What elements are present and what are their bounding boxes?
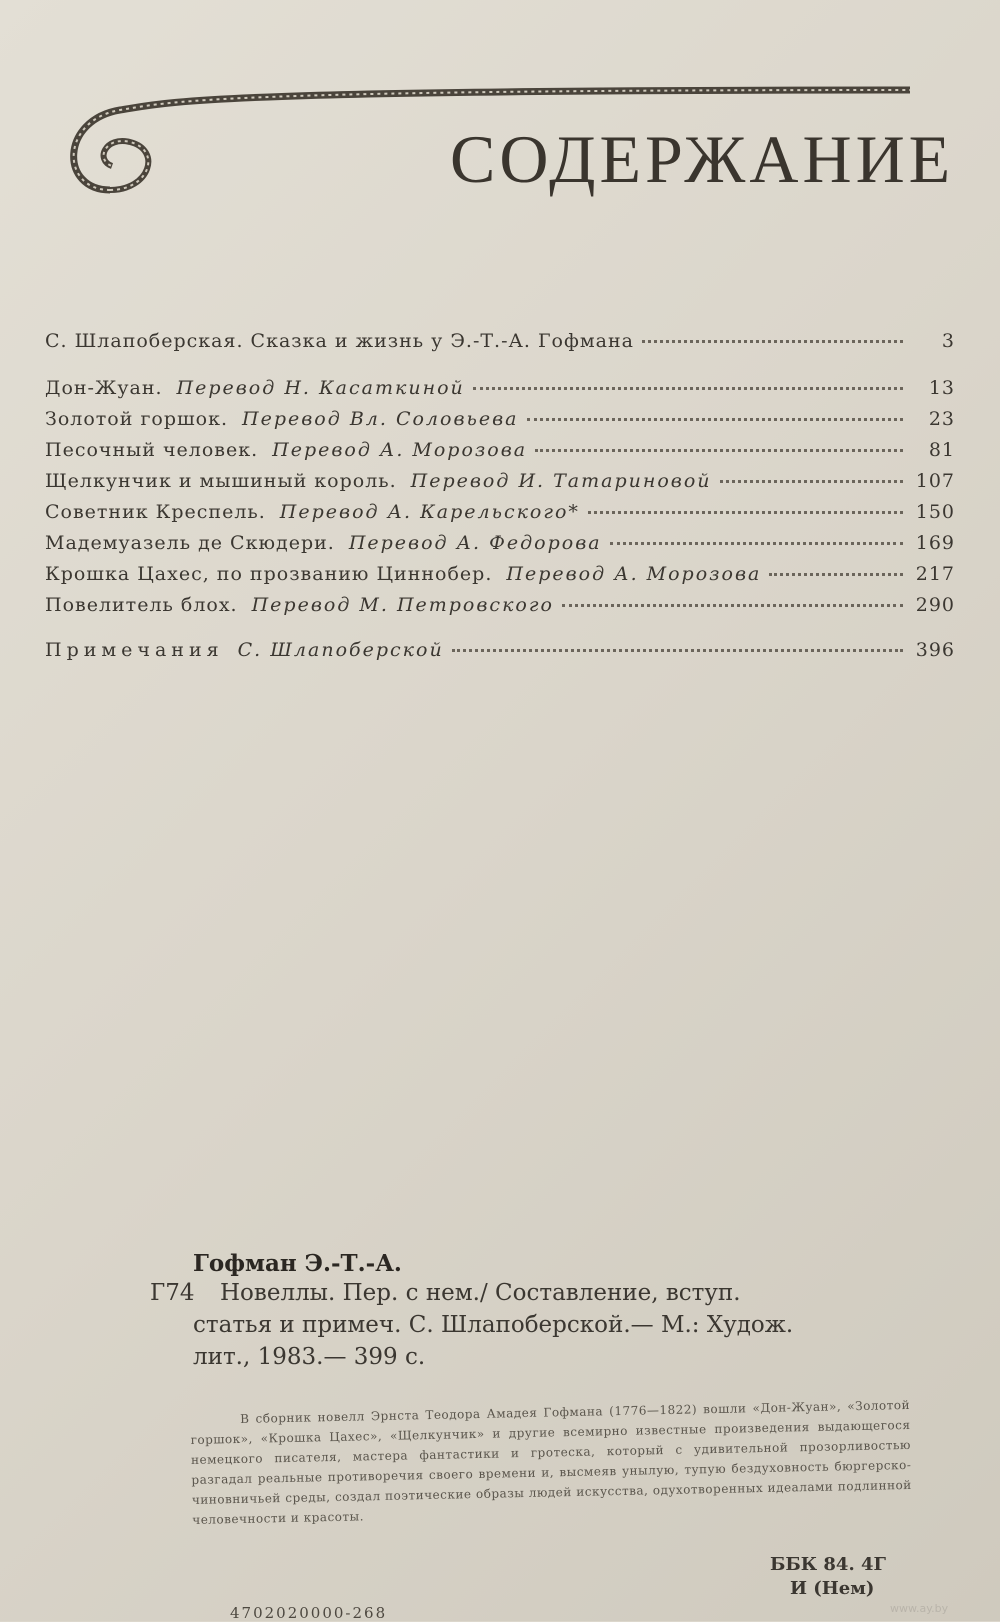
catalog-author: Гофман Э.-Т.-А.: [193, 1250, 402, 1277]
toc-page-number: 169: [915, 532, 955, 554]
toc-dot-leader: [610, 541, 903, 545]
toc-dot-leader: [527, 417, 903, 421]
toc-entry-krespel[interactable]: [45, 501, 955, 532]
toc-entry-translator: С. Шлапоберской: [237, 639, 444, 661]
toc-entry-translator: Перевод И. Татариновой: [410, 470, 712, 492]
catalog-card: [150, 1250, 910, 1373]
toc-dot-leader: [720, 479, 903, 483]
toc-entry-translator: Перевод А. Карельского*: [279, 501, 580, 523]
table-of-contents: [45, 330, 955, 670]
bbk-line-2: И (Нем): [790, 1578, 875, 1599]
catalog-code: Г74: [150, 1280, 195, 1306]
toc-entry-intro[interactable]: [45, 330, 955, 361]
toc-page-number: 23: [928, 408, 955, 430]
toc-page-number: 396: [915, 639, 955, 661]
toc-entry-zaches[interactable]: [45, 563, 955, 594]
catalog-line-1: [150, 1277, 910, 1309]
bbk-classification: [770, 1553, 886, 1601]
toc-entry-title: Песочный человек.: [45, 439, 259, 461]
toc-entry-translator: Перевод Н. Касаткиной: [176, 377, 465, 399]
toc-entry-title: Советник Креспель.: [45, 501, 266, 523]
toc-dot-leader: [769, 572, 903, 576]
toc-entry-translator: Перевод А. Морозова: [272, 439, 528, 461]
toc-page-number: 3: [941, 330, 955, 352]
toc-page-number: 107: [915, 470, 955, 492]
toc-page-number: 81: [928, 439, 955, 461]
toc-entry-title: Повелитель блох.: [45, 594, 238, 616]
toc-entry-title: Дон-Жуан.: [45, 377, 163, 399]
book-annotation: В сборник новелл Эрнста Теодора Амадея Гофмана (1776—1822) вошли «Дон-Жуан», «Золотой горшок», «Крошка Цахес», «Щелкунчик» и другие всемирно известные произведения выдающегося немецкого писателя, мастера фантастики и гротеска, который с удивительной прозорливостью разгадал реальные противоречия своего времени и, высмеяв унылую, тупую бездуховность бюргерско-чиновничьей среды, создал поэтические образы людей искусства, одухотворенных идеалами подлинной человечности и красоты.: [190, 1397, 912, 1527]
toc-entry-title: С. Шлапоберская. Сказка и жизнь у Э.-Т.-А. Гофмана: [45, 330, 634, 352]
toc-dot-leader: [452, 648, 903, 652]
toc-page-number: 150: [915, 501, 955, 523]
toc-entry-translator: Перевод А. Морозова: [506, 563, 762, 585]
toc-entry-sandman[interactable]: [45, 439, 955, 470]
toc-page-number: 217: [915, 563, 955, 585]
toc-entry-scuderi[interactable]: [45, 532, 955, 563]
isbn-code-partial: 4702020000-268: [230, 1604, 388, 1622]
toc-dot-leader: [562, 603, 903, 607]
toc-entry-nutcracker[interactable]: [45, 470, 955, 501]
toc-entry-master-flea[interactable]: [45, 594, 955, 625]
toc-entry-notes[interactable]: [45, 639, 955, 670]
toc-dot-leader: [535, 448, 903, 452]
catalog-description-2: статья и примеч. С. Шлапоберской.— М.: Худож.: [193, 1312, 794, 1338]
catalog-description-3: лит., 1983.— 399 с.: [193, 1344, 426, 1370]
toc-entry-title: Мадемуазель де Скюдери.: [45, 532, 335, 554]
toc-entry-translator: Перевод А. Федорова: [348, 532, 602, 554]
toc-entry-translator: Перевод М. Петровского: [251, 594, 554, 616]
toc-dot-leader: [588, 510, 903, 514]
toc-page-number: 13: [928, 377, 955, 399]
toc-entry-title: Примечания: [45, 639, 224, 661]
toc-dot-leader: [642, 339, 903, 343]
toc-dot-leader: [473, 386, 903, 390]
bbk-line-1: ББК 84. 4Г: [770, 1554, 886, 1575]
toc-entry-title: Щелкунчик и мышиный король.: [45, 470, 397, 492]
catalog-description-1: Новеллы. Пер. с нем./ Составление, вступ.: [220, 1280, 741, 1306]
page-title: СОДЕРЖАНИЕ: [450, 121, 955, 197]
toc-entry-title: Золотой горшок.: [45, 408, 229, 430]
toc-page-number: 290: [915, 594, 955, 616]
toc-entry-translator: Перевод Вл. Соловьева: [242, 408, 519, 430]
toc-entry-don-juan[interactable]: [45, 377, 955, 408]
toc-entry-golden-pot[interactable]: [45, 408, 955, 439]
watermark: www.ay.by: [890, 1602, 949, 1615]
toc-entry-title: Крошка Цахес, по прозванию Циннобер.: [45, 563, 493, 585]
